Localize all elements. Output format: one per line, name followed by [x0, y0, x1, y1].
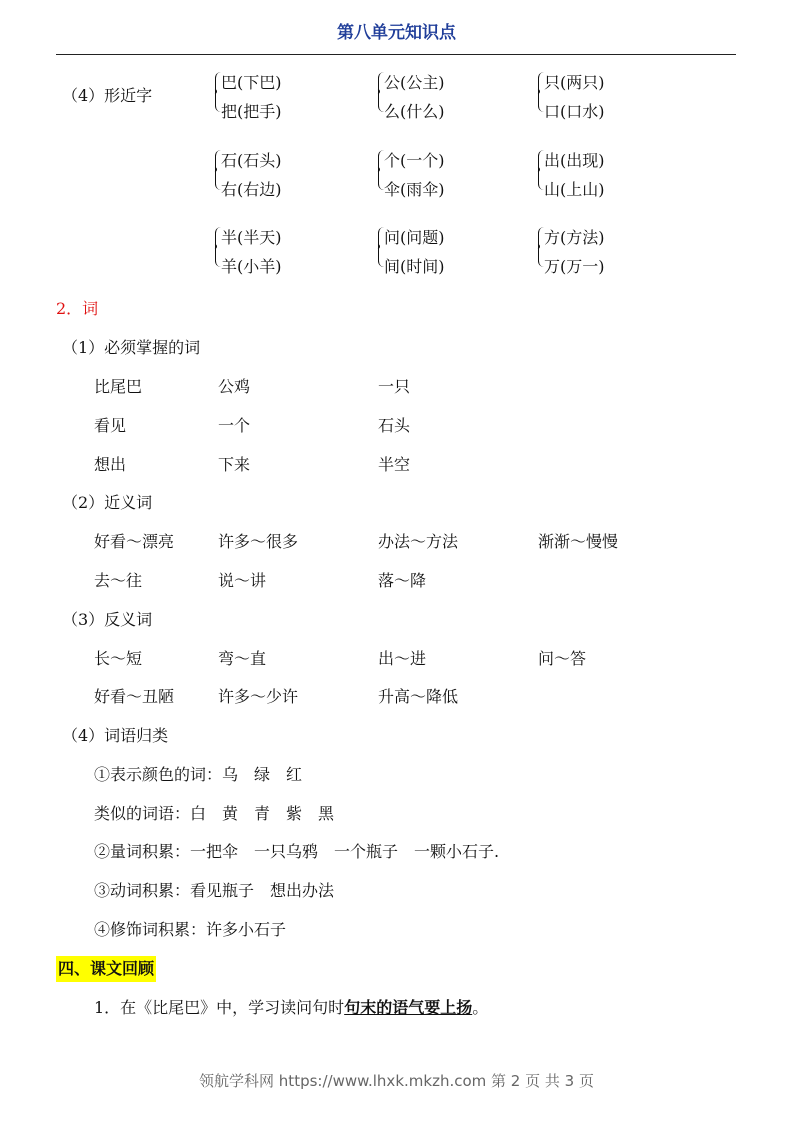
word-cell: 石头 [378, 416, 411, 435]
word-cell: 弯～直 [218, 649, 267, 668]
page-header-title: 第八单元知识点 [337, 23, 456, 43]
word-cell: 长～短 [94, 649, 143, 668]
word-cell: 半空 [378, 455, 411, 474]
word-cell: 说～讲 [218, 571, 267, 590]
classify-line: ①表示颜色的词：乌 绿 红 [94, 765, 303, 784]
word-cell: 一个 [218, 416, 251, 435]
word-cell: 办法～方法 [378, 532, 459, 551]
must-label: （1）必须掌握的词 [62, 338, 201, 357]
classify-line: 类似的词语：白 黄 青 紫 黑 [94, 804, 335, 823]
antonyms-label: （3）反义词 [62, 610, 153, 629]
classify-line: ②量词积累：一把伞 一只乌鸦 一个瓶子 一颗小石子. [94, 842, 500, 861]
review-item-1: 1．在《比尾巴》中，学习读问句时句末的语气要上扬。 [94, 998, 489, 1017]
word-cell: 渐渐～慢慢 [538, 532, 619, 551]
word-cell: 一只 [378, 377, 411, 396]
xingjin-label: （4）形近字 [62, 86, 153, 105]
page-footer: 领航学科网 https://www.lhxk.mkzh.com 第 2 页 共 3 页 [199, 1072, 594, 1090]
word-cell: 看见 [94, 416, 127, 435]
word-cell: 下来 [218, 455, 251, 474]
word-cell: 升高～降低 [378, 687, 459, 706]
section-heading-ci: 2．词 [56, 299, 99, 318]
word-cell: 许多～少许 [218, 687, 299, 706]
word-cell: 想出 [94, 455, 127, 474]
classify-line: ③动词积累：看见瓶子 想出办法 [94, 881, 335, 900]
synonyms-label: （2）近义词 [62, 493, 153, 512]
word-cell: 落～降 [378, 571, 427, 590]
word-cell: 比尾巴 [94, 377, 143, 396]
word-cell: 好看～漂亮 [94, 532, 175, 551]
header-divider [56, 54, 736, 55]
word-cell: 许多～很多 [218, 532, 299, 551]
classify-line: ④修饰词积累：许多小石子 [94, 920, 287, 939]
emphasis-text: 句末的语气要上扬 [344, 998, 473, 1017]
word-cell: 公鸡 [218, 377, 251, 396]
word-cell: 出～进 [378, 649, 427, 668]
word-cell: 好看～丑陋 [94, 687, 175, 706]
word-cell: 去～往 [94, 571, 143, 590]
classify-label: （4）词语归类 [62, 726, 169, 745]
word-cell: 问～答 [538, 649, 587, 668]
section-heading-review: 四、课文回顾 [56, 956, 156, 982]
